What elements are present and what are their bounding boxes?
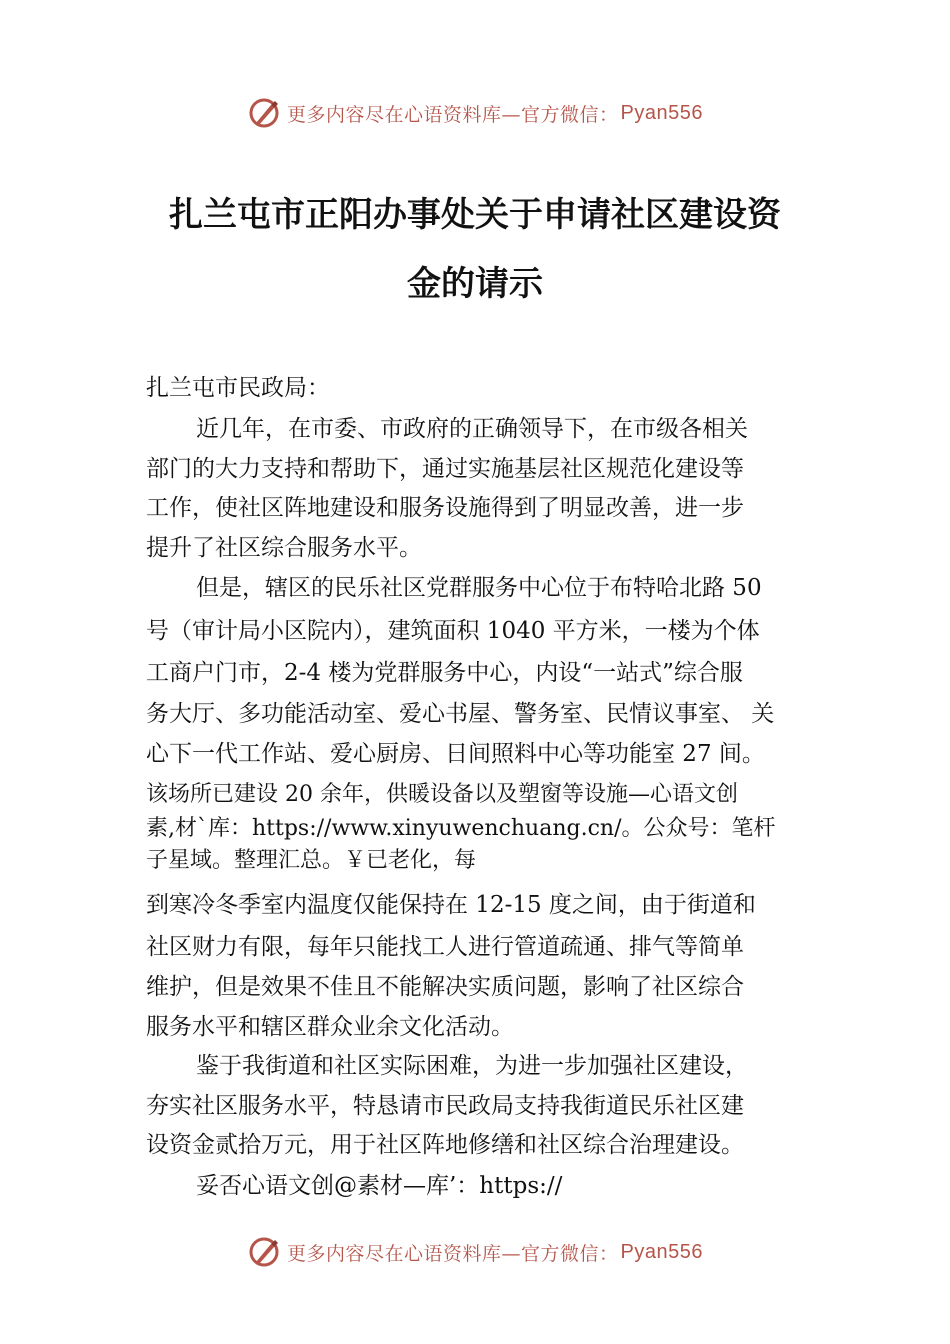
body-line: 务大厅、多功能活动室、爱心书屋、警务室、民情议事室、 关: [146, 701, 775, 727]
body-line: 近几年，在市委、市政府的正确领导下，在市级各相关: [196, 416, 748, 442]
body-line: 号（审计局小区院内），建筑面积 1040 平方米，一楼为个体: [146, 618, 760, 644]
body-line: 提升了社区综合服务水平。: [146, 535, 422, 561]
watermark-text: 更多内容尽在心语资料库—官方微信：: [287, 103, 619, 126]
body-line: 鉴于我街道和社区实际困难，为进一步加强社区建设，: [196, 1053, 748, 1079]
pen-logo-icon: [247, 1235, 281, 1269]
body-line: 子星域。整理汇总。￥已老化，每: [146, 848, 477, 873]
watermark-wechat-id: Pyan556: [620, 101, 703, 124]
watermark-text: 更多内容尽在心语资料库—官方微信：: [287, 1242, 619, 1265]
header-watermark: [0, 96, 950, 130]
body-line: 但是，辖区的民乐社区党群服务中心位于布特哈北路 50: [196, 575, 762, 601]
body-line: 工商户门市，2-4 楼为党群服务中心，内设“一站式”综合服: [146, 660, 743, 686]
body-line: 妥否心语文创@素材—库’：https://: [196, 1173, 563, 1199]
body-line: 夯实社区服务水平，特恳请市民政局支持我街道民乐社区建: [146, 1093, 744, 1119]
body-line: 心下一代工作站、爱心厨房、日间照料中心等功能室 27 间。: [146, 741, 765, 767]
document-title-line-1: 扎兰屯市正阳办事处关于申请社区建设资: [169, 195, 781, 235]
body-line: 维护，但是效果不佳且不能解决实质问题，影响了社区综合: [146, 974, 744, 1000]
body-line: 社区财力有限，每年只能找工人进行管道疏通、排气等简单: [146, 934, 744, 960]
document-title-line-2: 金的请示: [407, 264, 543, 304]
body-line: 该场所已建设 20 余年，供暖设备以及塑窗等设施—心语文创: [146, 782, 738, 807]
pen-logo-icon: [247, 96, 281, 130]
body-line-url: 素,材`库：https://www.xinyuwenchuang.cn/。公众号：笔杆: [146, 816, 776, 841]
body-line: 服务水平和辖区群众业余文化活动。: [146, 1014, 514, 1040]
footer-watermark: [0, 1235, 950, 1269]
salutation: 扎兰屯市民政局：: [146, 375, 330, 401]
body-line: 部门的大力支持和帮助下，通过实施基层社区规范化建设等: [146, 456, 744, 482]
watermark-wechat-id: Pyan556: [620, 1240, 703, 1263]
body-line: 设资金贰拾万元，用于社区阵地修缮和社区综合治理建设。: [146, 1132, 744, 1158]
body-line: 到寒冷冬季室内温度仅能保持在 12-15 度之间，由于街道和: [146, 892, 756, 918]
body-line: 工作，使社区阵地建设和服务设施得到了明显改善，进一步: [146, 495, 744, 521]
